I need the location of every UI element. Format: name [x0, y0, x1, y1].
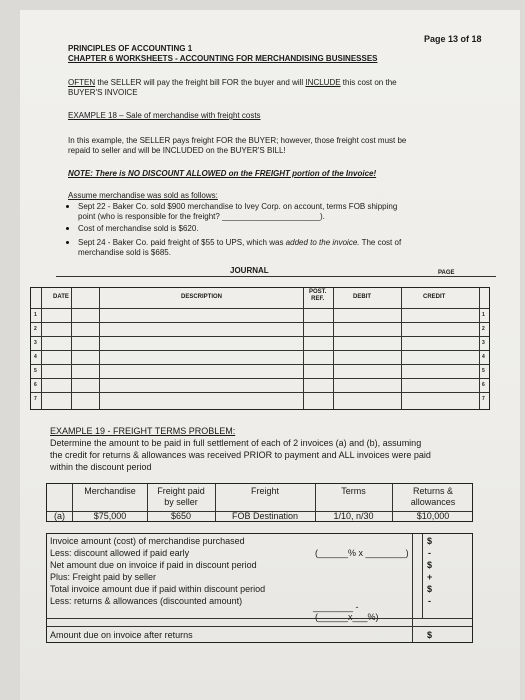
bullet-3-text-end: The cost of: [359, 238, 402, 247]
journal-page-label: PAGE: [438, 270, 455, 276]
example19-line-2: the credit for returns & allowances was received PRIOR to payment and ALL invoices were paid: [50, 450, 431, 460]
calc-sign-4: +: [427, 572, 433, 582]
col-divider: [479, 288, 480, 409]
row-divider: [31, 350, 489, 351]
example18-label: EXAMPLE 18: [68, 111, 117, 120]
bullet-1-line-2: point (who is responsible for the freight? ______________________).: [78, 212, 325, 221]
col-header-description: DESCRIPTION: [181, 294, 223, 300]
intro-word-often: OFTEN: [68, 78, 96, 87]
journal-title: JOURNAL: [230, 266, 269, 275]
bullet-3-italic: added to the invoice.: [285, 238, 360, 247]
row-divider: [47, 618, 472, 619]
header-returns: [392, 486, 474, 508]
row-number: 5: [482, 368, 485, 374]
header-freight-paid-2: by seller: [164, 497, 198, 507]
row-number: 6: [34, 382, 37, 388]
cell-merchandise: $75,000: [93, 511, 127, 521]
row-label: (a): [54, 511, 65, 521]
header-terms: Terms: [341, 486, 366, 496]
calc-sign-7: $: [427, 630, 433, 640]
row-number: 4: [482, 354, 485, 360]
calc-returns-formula: (______x___%): [315, 612, 379, 622]
bullet-3-text: Sept 24 - Baker Co. paid freight of $55 to UPS, which was: [78, 238, 286, 247]
calc-sign-3: $: [427, 560, 433, 570]
intro-word-include: INCLUDE: [305, 78, 341, 87]
calc-line-3: Net amount due on invoice if paid in discount period: [50, 560, 257, 570]
calc-line-2: Less: discount allowed if paid early: [50, 548, 190, 558]
intro-line-2: BUYER'S INVOICE: [68, 88, 138, 97]
header-freight-paid-1: Freight paid: [157, 486, 205, 496]
col-divider: [333, 288, 334, 409]
course-title: PRINCIPLES OF ACCOUNTING 1: [68, 44, 193, 53]
row-number: 2: [34, 326, 37, 332]
example18-para-2: repaid to seller and will be INCLUDED on the BUYER'S BILL!: [68, 146, 286, 155]
calc-line-7: Amount due on invoice after returns: [50, 630, 193, 640]
cell-freight-paid: $650: [170, 511, 192, 521]
calc-sign-6: -: [428, 596, 431, 606]
row-number: 5: [34, 368, 37, 374]
header-returns-2: allowances: [410, 497, 456, 507]
row-number: 2: [482, 326, 485, 332]
row-divider: [31, 322, 489, 323]
chapter-title: CHAPTER 6 WORKSHEETS - ACCOUNTING FOR MERCHANDISING BUSINESSES: [68, 54, 378, 63]
cell-freight: FOB Destination: [231, 511, 299, 521]
col-divider: [401, 288, 402, 409]
example18-note: NOTE: There is NO DISCOUNT ALLOWED on the FREIGHT portion of the Invoice!: [68, 169, 377, 178]
example18-heading: [68, 110, 261, 121]
row-number: 4: [34, 354, 37, 360]
col-divider: [422, 534, 423, 618]
bullet-icon: [66, 227, 69, 230]
intro-text-1: the SELLER will pay the freight bill FOR the buyer and will: [95, 78, 306, 87]
col-divider: [99, 288, 100, 409]
example19-line-3: within the discount period: [50, 462, 152, 472]
calc-sign-1: $: [427, 536, 433, 546]
example19-heading: EXAMPLE 19 - FREIGHT TERMS PROBLEM:: [50, 426, 236, 436]
row-divider: [31, 308, 489, 309]
row-number: 1: [34, 312, 37, 318]
example18-para-1: In this example, the SELLER pays freight FOR the BUYER; however, those freight cost must be: [68, 136, 407, 145]
calculation-table: [46, 533, 473, 643]
row-divider: [31, 336, 489, 337]
col-header-debit: DEBIT: [353, 294, 371, 300]
header-freight: Freight: [250, 486, 279, 496]
calc-discount-formula: (______% x ________): [315, 548, 409, 558]
calc-sign-5: $: [427, 584, 433, 594]
calc-sign-2: -: [428, 548, 431, 558]
example18-subtitle: – Sale of merchandise with freight costs: [116, 111, 261, 120]
calc-line-5: Total invoice amount due if paid within discount period: [50, 584, 266, 594]
col-divider: [41, 288, 42, 409]
freight-terms-table: [46, 483, 473, 522]
header-returns-1: Returns &: [412, 486, 454, 496]
page-number: Page 13 of 18: [424, 34, 482, 44]
bullet-2: Cost of merchandise sold is $620.: [78, 224, 199, 233]
row-divider: [31, 392, 489, 393]
cell-returns: $10,000: [416, 511, 450, 521]
journal-title-rule: [56, 276, 496, 277]
post-ref-line-2: REF.: [311, 296, 325, 302]
col-header-post-ref: [309, 289, 326, 303]
header-merchandise: Merchandise: [84, 486, 136, 496]
header-freight-paid: [147, 486, 215, 508]
bullet-3-line-2: merchandise sold is $685.: [78, 248, 171, 257]
calc-line-6: Less: returns & allowances (discounted amount): [50, 596, 243, 606]
post-ref-line-1: POST.: [309, 289, 327, 295]
calc-returns-blank: ________ -: [313, 602, 359, 612]
example19-line-1: Determine the amount to be paid in full settlement of each of 2 invoices (a) and (b), assuming: [50, 438, 422, 448]
row-number: 1: [482, 312, 485, 318]
bullet-1-line-1: Sept 22 - Baker Co. sold $900 merchandise to Ivey Corp. on account, terms FOB shipping: [78, 202, 398, 211]
cell-terms: 1/10, n/30: [333, 511, 374, 521]
row-divider: [31, 364, 489, 365]
row-number: 7: [482, 396, 485, 402]
row-divider: [47, 626, 472, 627]
col-header-credit: CREDIT: [423, 294, 446, 300]
calc-line-4: Plus: Freight paid by seller: [50, 572, 157, 582]
row-number: 7: [34, 396, 37, 402]
example18-assume: Assume merchandise was sold as follows:: [68, 191, 218, 200]
calc-line-1: Invoice amount (cost) of merchandise purchased: [50, 536, 245, 546]
col-header-date: DATE: [53, 294, 69, 300]
row-number: 6: [482, 382, 485, 388]
col-divider: [303, 288, 304, 409]
bullet-icon: [66, 241, 69, 244]
row-number: 3: [34, 340, 37, 346]
row-divider: [31, 378, 489, 379]
row-number: 3: [482, 340, 485, 346]
journal-table: [30, 287, 490, 410]
intro-text-2: this cost on the: [340, 78, 397, 87]
bullet-icon: [66, 205, 69, 208]
col-divider: [71, 288, 72, 409]
